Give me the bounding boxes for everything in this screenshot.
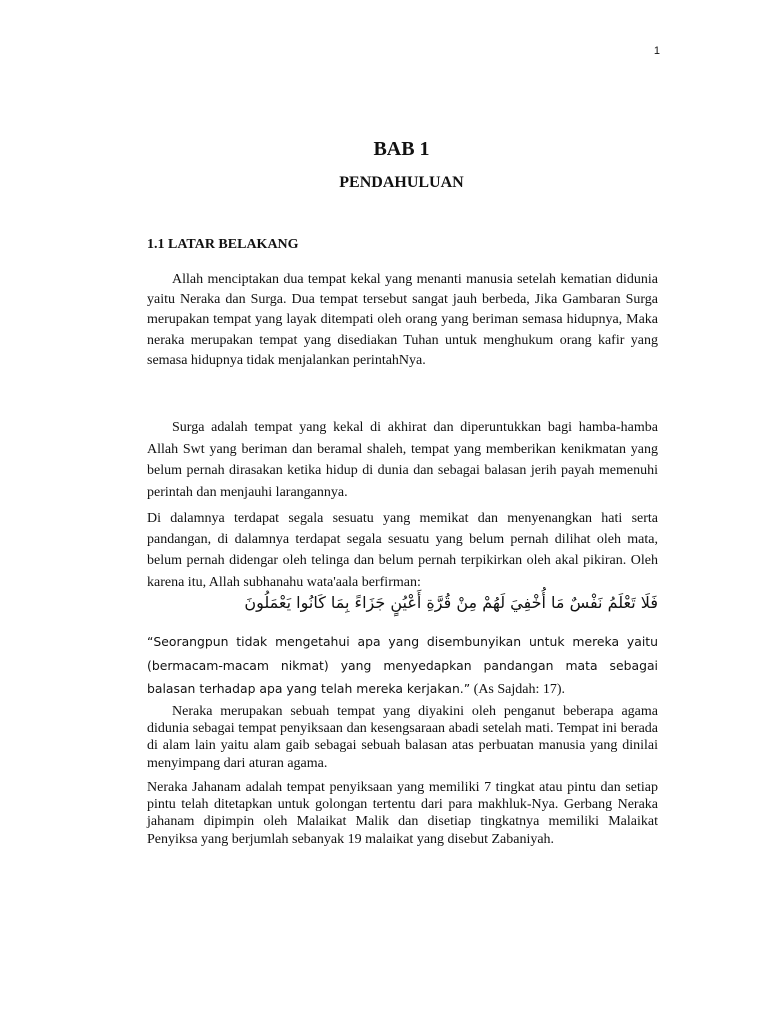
paragraph-jahanam: Neraka Jahanam adalah tempat penyiksaan yang memiliki 7 tingkat atau pintu dan setiap pintu telah ditetapkan untuk golongan tertentu dari para makhluk-Nya. Gerbang Neraka jahanam dipimpin oleh Malaikat Malik dan disetiap tingkatnya memiliki Malaikat Penyiksa yang berjumlah sebanyak 19 malaikat yang disebut Zabaniyah. [147,780,658,847]
chapter-title: BAB 1 [373,138,430,160]
arabic-verse: فَلَا تَعْلَمُ نَفْسٌ مَا أُخْفِيَ لَهُمْ مِنْ قُرَّةِ أَعْيُنٍ جَزَاءً بِمَا كَانُوا يَعْمَلُونَ [244,593,658,612]
verse-translation: “Seorangpun tidak mengetahui apa yang disembunyikan untuk mereka yaitu (bermacam-macam nikmat) yang menyedapkan pandangan mata sebagai balasan terhadap apa yang telah mereka kerjakan.” [147,634,658,696]
verse-translation-block [147,631,658,702]
chapter-subtitle: PENDAHULUAN [339,174,464,191]
page-number: 1 [653,45,660,57]
paragraph-surga: Surga adalah tempat yang kekal di akhirat dan diperuntukkan bagi hamba-hamba Allah Swt yang beriman dan beramal shaleh, tempat yang memberikan kenikmatan yang belum pernah dirasakan ketika hidup di dunia dan sebagai balasan jerih payah memenuhi perintah dan menjauhi larangannya. [147,420,658,500]
section-heading: 1.1 LATAR BELAKANG [147,237,299,252]
paragraph-surga-contents: Di dalamnya terdapat segala sesuatu yang memikat dan menyenangkan hati serta pandangan, di dalamnya terdapat segala sesuatu yang belum pernah dilihat oleh mata, belum pernah didengar oleh telinga dan belum pernah terpikirkan oleh akal pikiran. Oleh karena itu, Allah subhanahu wata'aala berfirman: [147,511,658,590]
paragraph-neraka: Neraka merupakan sebuah tempat yang diyakini oleh penganut beberapa agama didunia sebagai tempat penyiksaan dan kesengsaraan abadi setelah mati. Tempat ini berada di alam lain yaitu alam gaib sebagai sebuah balasan atas perbuatan manusia yang dinilai menyimpang dari aturan agama. [147,704,658,771]
verse-reference: (As Sajdah: 17). [473,682,566,697]
paragraph-intro: Allah menciptakan dua tempat kekal yang menanti manusia setelah kematian didunia yaitu Neraka dan Surga. Dua tempat tersebut sangat jauh berbeda, Jika Gambaran Surga merupakan tempat yang layak ditempati oleh orang yang beriman semasa hidupnya, Maka neraka merupakan tempat yang disediakan Tuhan untuk menghukum orang kafir yang semasa hidupnya tidak menjalankan perintahNya. [147,272,658,368]
